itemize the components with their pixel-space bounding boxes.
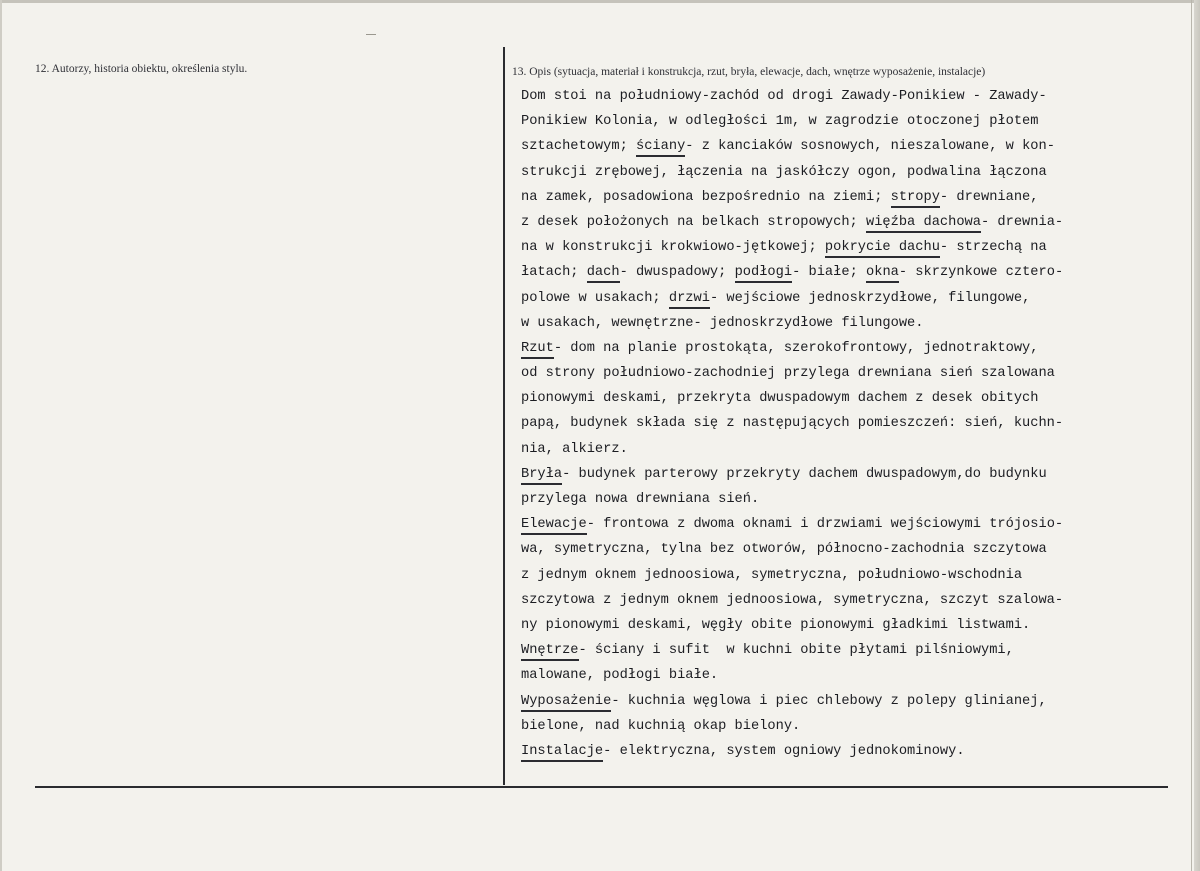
text-segment: - frontowa z dwoma oknami i drzwiami wejściowymi trójosio-	[586, 517, 1064, 533]
description-line	[521, 714, 1191, 739]
description-line	[521, 235, 1191, 260]
text-segment: z jednym oknem jednoosiowa, symetryczna, południowo-wschodnia	[521, 567, 1023, 583]
text-segment: - drewnia-	[980, 214, 1064, 230]
text-segment: szczytowa z jednym oknem jednoosiowa, symetryczna, szczyt szalowa-	[521, 592, 1064, 608]
description-line	[521, 462, 1191, 487]
text-segment: przylega nowa drewniana sień.	[521, 492, 760, 507]
description-line	[521, 160, 1191, 185]
description-line	[521, 563, 1191, 588]
text-segment: - budynek parterowy przekryty dachem dwuspadowym,do budynku	[562, 466, 1047, 482]
text-segment: - z kanciaków sosnowych, nieszalowane, w kon-	[685, 139, 1055, 155]
text-segment: na zamek, posadowiona bezpośrednio na ziemi;	[521, 189, 891, 205]
field-12-label: 12. Autorzy, historia obiektu, określenia stylu.	[35, 63, 248, 75]
description-line	[521, 210, 1191, 235]
text-segment: wa, symetryczna, tylna bez otworów, północno-zachodnia szczytowa	[521, 542, 1047, 558]
text-segment: od strony południowo-zachodniej przylega drewniana sień szalowana	[521, 366, 1055, 382]
text-segment: - strzechą na	[939, 240, 1047, 256]
description-line	[521, 588, 1191, 613]
underlined-keyword: Wyposażenie	[521, 694, 611, 712]
description-line	[521, 739, 1191, 764]
description-line	[521, 512, 1191, 537]
text-segment: pionowymi deskami, przekryta dwuspadowym dachem z desek obitych	[521, 391, 1039, 407]
field-13-label: 13. Opis (sytuacja, materiał i konstrukcja, rzut, bryła, elewacje, dach, wnętrze wyposażenie, instalacje)	[512, 66, 986, 78]
description-line	[521, 361, 1191, 386]
underlined-keyword: Wnętrze	[521, 643, 579, 661]
sheet-left-edge	[0, 0, 2, 871]
text-segment: - białe;	[792, 265, 867, 281]
text-segment: Dom stoi na południowy-zachód od drogi Zawady-Ponikiew - Zawady-	[521, 89, 1047, 104]
description-line	[521, 638, 1191, 663]
underlined-keyword: drzwi	[669, 291, 710, 309]
description-line	[521, 109, 1191, 134]
text-segment: - dwuspadowy;	[619, 265, 735, 281]
text-segment: Ponikiew Kolonia, w odległości 1m, w zagrodzie otoczonej płotem	[521, 114, 1039, 130]
text-segment: - kuchnia węglowa i piec chlebowy z polepy glinianej,	[611, 693, 1047, 709]
underlined-keyword: dach	[587, 265, 620, 283]
description-line	[521, 134, 1191, 159]
description-line	[521, 84, 1191, 109]
description-line	[521, 336, 1191, 361]
text-segment: - drewniane,	[939, 189, 1039, 205]
underlined-keyword: podłogi	[735, 265, 793, 283]
text-segment: malowane, podłogi białe.	[521, 668, 719, 684]
description-line	[521, 689, 1191, 714]
sheet-right-edge	[1194, 0, 1200, 871]
underlined-keyword: Instalacje	[521, 744, 603, 762]
column-divider	[503, 47, 505, 785]
underlined-keyword: okna	[866, 265, 899, 283]
text-segment: - dom na planie prostokąta, szerokofrontowy, jednotraktowy,	[553, 340, 1039, 356]
description-line	[521, 386, 1191, 411]
text-segment: papą, budynek składa się z następujących pomieszczeń: sień, kuchn-	[521, 416, 1064, 432]
description-line	[521, 286, 1191, 311]
underlined-keyword: Rzut	[521, 341, 554, 359]
description-line	[521, 537, 1191, 562]
text-segment: - wejściowe jednoskrzydłowe, filungowe,	[709, 290, 1031, 306]
description-line	[521, 487, 1191, 512]
underlined-keyword: Elewacje	[521, 517, 587, 535]
underlined-keyword: Bryła	[521, 467, 562, 485]
underlined-keyword: ściany	[636, 139, 685, 157]
text-segment: - ściany i sufit w kuchni obite płytami pilśniowymi,	[578, 643, 1014, 659]
description-line	[521, 185, 1191, 210]
text-segment: łatach;	[521, 265, 587, 281]
field-13-description	[521, 84, 1191, 764]
pencil-mark	[366, 34, 376, 35]
underlined-keyword: pokrycie dachu	[825, 240, 940, 258]
text-segment: - skrzynkowe cztero-	[898, 265, 1064, 281]
description-line	[521, 613, 1191, 638]
text-segment: na w konstrukcji krokwiowo-jętkowej;	[521, 240, 825, 256]
text-segment: nia, alkierz.	[521, 441, 628, 457]
text-segment: ny pionowymi deskami, węgły obite pionowymi gładkimi listwami.	[521, 617, 1031, 633]
underlined-keyword: stropy	[891, 190, 940, 208]
text-segment: polowe w usakach;	[521, 290, 669, 306]
text-segment: - elektryczna, system ogniowy jednokominowy.	[603, 743, 965, 759]
description-line	[521, 311, 1191, 336]
underlined-keyword: więźba dachowa	[866, 215, 981, 233]
description-line	[521, 260, 1191, 285]
text-segment: strukcji zrębowej, łączenia na jaskółczy ogon, podwalina łączona	[521, 164, 1047, 180]
description-line	[521, 437, 1191, 462]
bottom-rule	[35, 786, 1168, 788]
text-segment: z desek położonych na belkach stropowych;	[521, 214, 866, 230]
text-segment: bielone, nad kuchnią okap bielony.	[521, 718, 801, 734]
description-line	[521, 411, 1191, 436]
description-line	[521, 663, 1191, 688]
next-sheet-edge	[1191, 0, 1192, 871]
text-segment: sztachetowym;	[521, 139, 636, 155]
sheet-top-edge	[0, 0, 1200, 3]
text-segment: w usakach, wewnętrzne- jednoskrzydłowe filungowe.	[521, 315, 924, 331]
